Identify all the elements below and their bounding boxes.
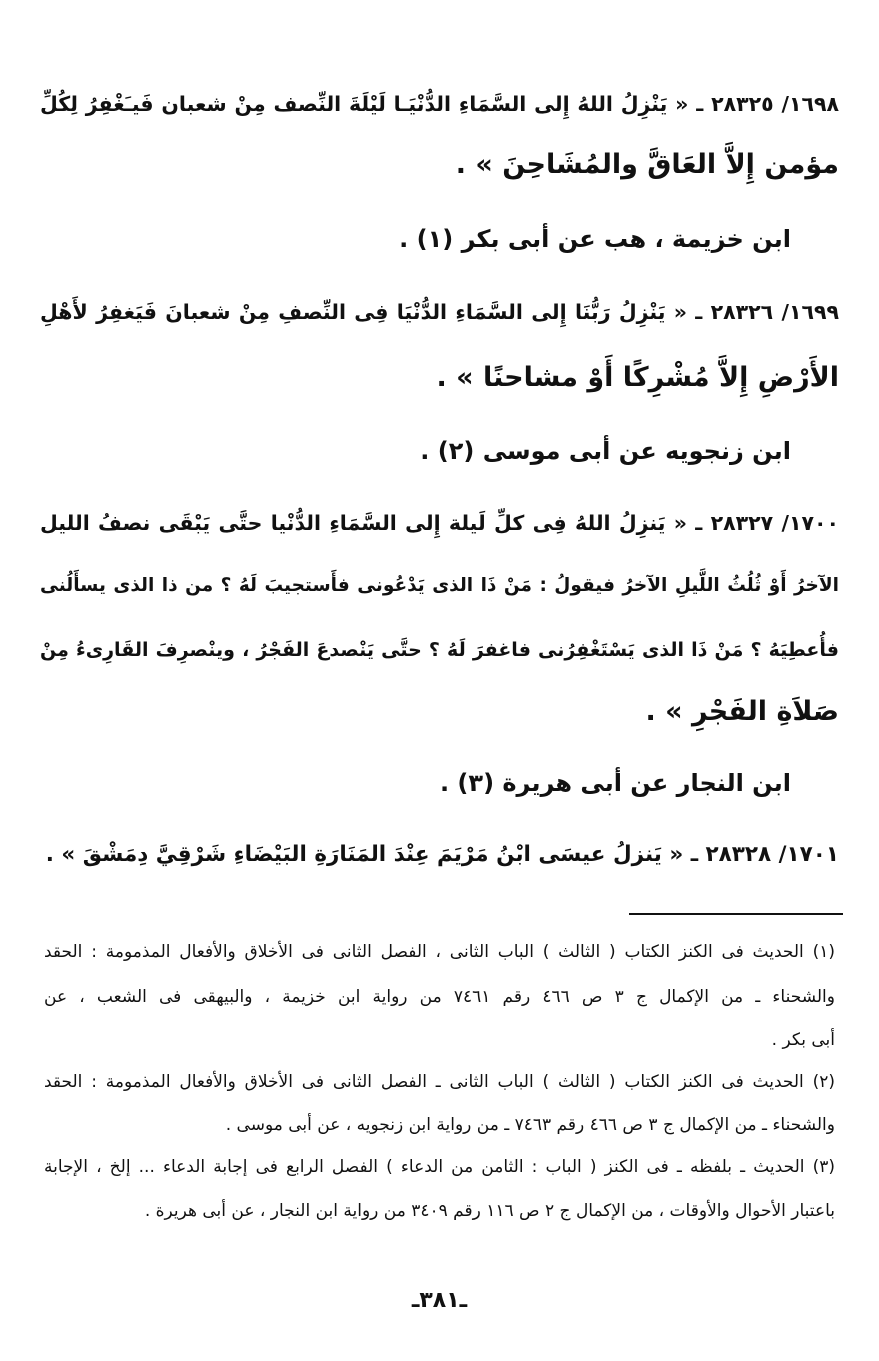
footnote-1-line-1: (١) الحديث فى الكنز الكتاب ( الثالث ) الباب الثانى ، الفصل الثانى فى الأخلاق والأفعال المذمومة : الحقد bbox=[44, 942, 835, 962]
footnote-3-line-2: باعتبار الأحوال والأوقات ، من الإكمال ج ٢ ص ١١٦ رقم ٣٤٠٩ من رواية ابن النجار ، عن أبى هريرة . bbox=[144, 1201, 835, 1221]
footnote-1-line-2: والشحناء ـ من الإكمال ج ٣ ص ٤٦٦ رقم ٧٤٦١ من رواية ابن خزيمة ، والبيهقى فى الشعب ، عن bbox=[44, 987, 835, 1007]
footnote-1-line-3: أبى بكر . bbox=[771, 1030, 835, 1050]
footnote-separator bbox=[629, 913, 843, 915]
footnote-2-line-2: والشحناء ـ من الإكمال ج ٣ ص ٤٦٦ رقم ٧٤٦٣ ـ من رواية ابن زنجويه ، عن أبى موسى . bbox=[225, 1115, 835, 1135]
hadith-1700-line-1: ١٧٠٠/ ٢٨٣٢٧ ـ « يَنزِلُ اللهُ فِى كلِّ لَيلة إِلى السَّمَاءِ الدُّنْيا حتَّى يَبْقَى نصفُ الليل bbox=[40, 511, 840, 535]
hadith-1698-line-2: مؤمن إِلاَّ العَاقَّ والمُشَاحِنَ » . bbox=[455, 149, 839, 180]
hadith-1701-line-1: ١٧٠١/ ٢٨٣٢٨ ـ « يَنزلُ عيسَى ابْنُ مَرْيَمَ عِنْدَ المَنَارَةِ البَيْضَاءِ شَرْقِيَّ دِمَشْقَ » . bbox=[45, 842, 839, 867]
hadith-1700-source: ابن النجار عن أبى هريرة (٣) . bbox=[439, 769, 791, 797]
footnote-2-line-1: (٢) الحديث فى الكنز الكتاب ( الثالث ) الباب الثانى ـ الفصل الثانى فى الأخلاق والأفعال المذمومة : الحقد bbox=[44, 1072, 835, 1092]
hadith-1700-line-3: فأُعطِيَهُ ؟ مَنْ ذَا الذى يَسْتَغْفِرُنى فاغفرَ لَهُ ؟ حتَّى يَنْصدعَ الفَجْرُ ، وينْصرِفَ القَارِىءُ مِنْ bbox=[40, 639, 839, 661]
hadith-1700-line-4: صَلاَةِ الفَجْرِ » . bbox=[645, 696, 839, 727]
hadith-1700-line-2: الآخرُ أَوْ ثُلُثُ اللَّيلِ الآخرُ فيقولُ : مَنْ ذَا الذى يَدْعُونى فأَستجيبَ لَهُ ؟ من ذا الذى يسأَلُنى bbox=[40, 575, 839, 596]
footnote-3-line-1: (٣) الحديث ـ بلفظه ـ فى الكنز ( الباب : الثامن من الدعاء ) الفصل الرابع فى إجابة الدعاء ... إلخ ، الإجابة bbox=[44, 1157, 835, 1177]
hadith-1699-line-2: الأَرْضِ إِلاَّ مُشْرِكًا أَوْ مشاحنًا » . bbox=[436, 362, 839, 393]
hadith-1699-source: ابن زنجويه عن أبى موسى (٢) . bbox=[420, 437, 791, 465]
page-number: ـ٣٨١ـ bbox=[411, 1288, 468, 1313]
hadith-1698-source: ابن خزيمة ، هب عن أبى بكر (١) . bbox=[399, 225, 791, 253]
hadith-1699-line-1: ١٦٩٩/ ٢٨٣٢٦ ـ « يَنْزِلُ رَبُّنَا إِلى السَّمَاءِ الدُّنْيَا فِى النِّصفِ مِنْ شعبانَ فَيَغفِرُ لأَهْلِ bbox=[40, 300, 840, 324]
hadith-1698-line-1: ١٦٩٨/ ٢٨٣٢٥ ـ « يَنْزِلُ اللهُ إِلى السَّمَاءِ الدُّنْيَـا لَيْلَةَ النِّصف مِنْ شعبان فَيـَغْفِرُ لِكُلِّ bbox=[40, 92, 839, 116]
